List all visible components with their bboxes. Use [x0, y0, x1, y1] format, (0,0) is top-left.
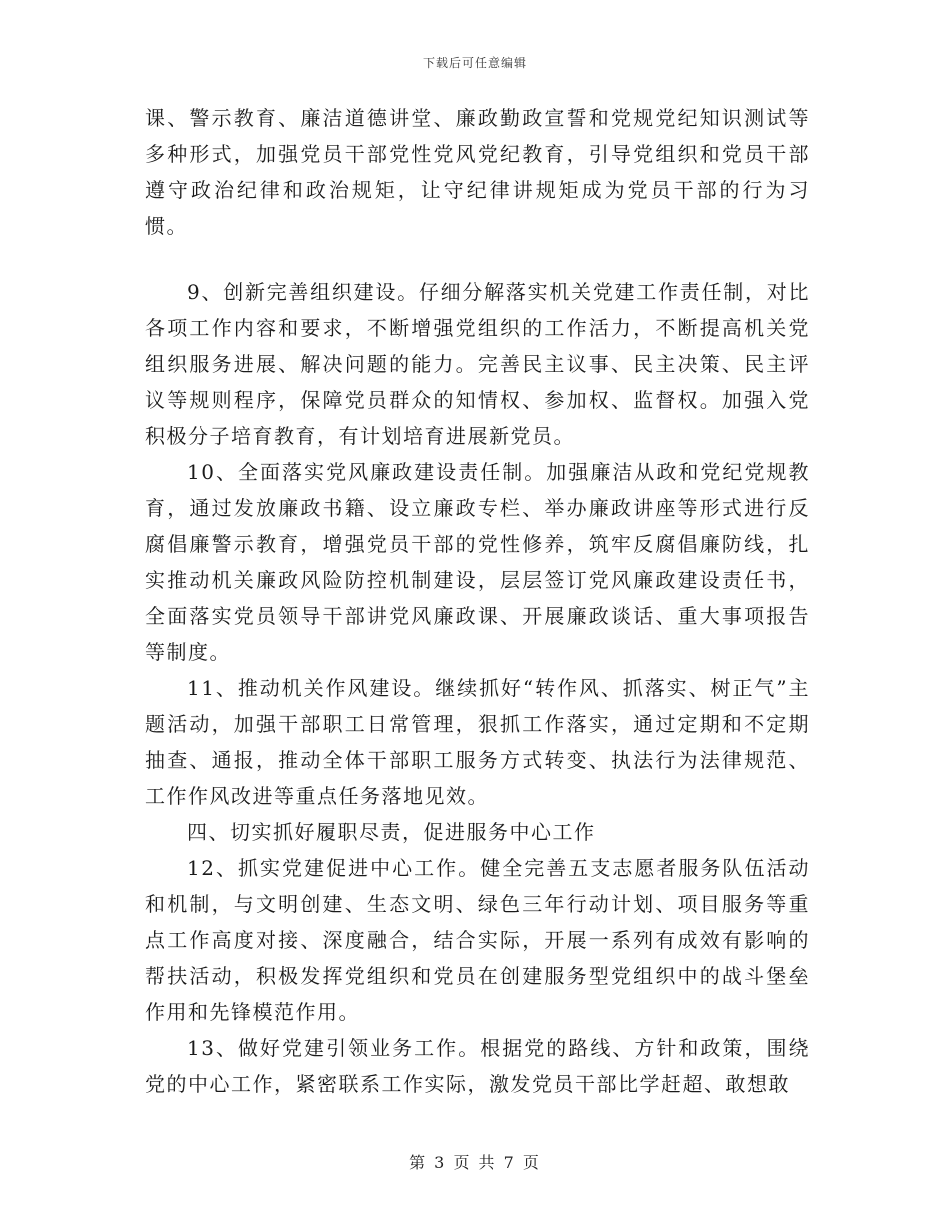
paragraph-item-10: 10、全面落实党风廉政建设责任制。加强廉洁从政和党纪党规教育，通过发放廉政书籍、设立廉政专栏、举办廉政讲座等形式进行反腐倡廉警示教育，增强党员干部的党性修养，筑牢反腐倡廉防线，扎实推动机关廉政风险防控机制建设，层层签订党风廉政建设责任书，全面落实党员领导干部讲党风廉政课、开展廉政谈话、重大事项报告等制度。	[145, 460, 810, 664]
section-heading-4: 四、切实抓好履职尽责，促进服务中心工作	[187, 820, 596, 844]
paragraph-item-12: 12、抓实党建促进中心工作。健全完善五支志愿者服务队伍活动和机制，与文明创建、生态文明、绿色三年行动计划、项目服务等重点工作高度对接、深度融合，结合实际，开展一系列有成效有影响的帮扶活动，积极发挥党组织和党员在创建服务型党组织中的战斗堡垒作用和先锋模范作用。	[145, 856, 810, 1024]
document-body	[145, 100, 810, 1102]
page-header: 下载后可任意编辑	[422, 56, 527, 70]
paragraph-item-11: 11、推动机关作风建设。继续抓好“转作风、抓落实、树正气”主题活动，加强干部职工日常管理，狠抓工作落实，通过定期和不定期抽查、通报，推动全体干部职工服务方式转变、执法行为法律规范、工作作风改进等重点任务落地见效。	[145, 676, 810, 808]
paragraph-item-9: 9、创新完善组织建设。仔细分解落实机关党建工作责任制，对比各项工作内容和要求，不断增强党组织的工作活力，不断提高机关党组织服务进展、解决问题的能力。完善民主议事、民主决策、民主评议等规则程序，保障党员群众的知情权、参加权、监督权。加强入党积极分子培育教育，有计划培育进展新党员。	[145, 280, 810, 448]
paragraph-continuation: 课、警示教育、廉洁道德讲堂、廉政勤政宣誓和党规党纪知识测试等多种形式，加强党员干部党性党风党纪教育，引导党组织和党员干部遵守政治纪律和政治规矩，让守纪律讲规矩成为党员干部的行为习惯。	[145, 106, 810, 238]
paragraph-item-13: 13、做好党建引领业务工作。根据党的路线、方针和政策，围绕党的中心工作，紧密联系工作实际，激发党员干部比学赶超、敢想敢	[145, 1036, 810, 1096]
page-number: 第 3 页 共 7 页	[409, 1153, 541, 1172]
